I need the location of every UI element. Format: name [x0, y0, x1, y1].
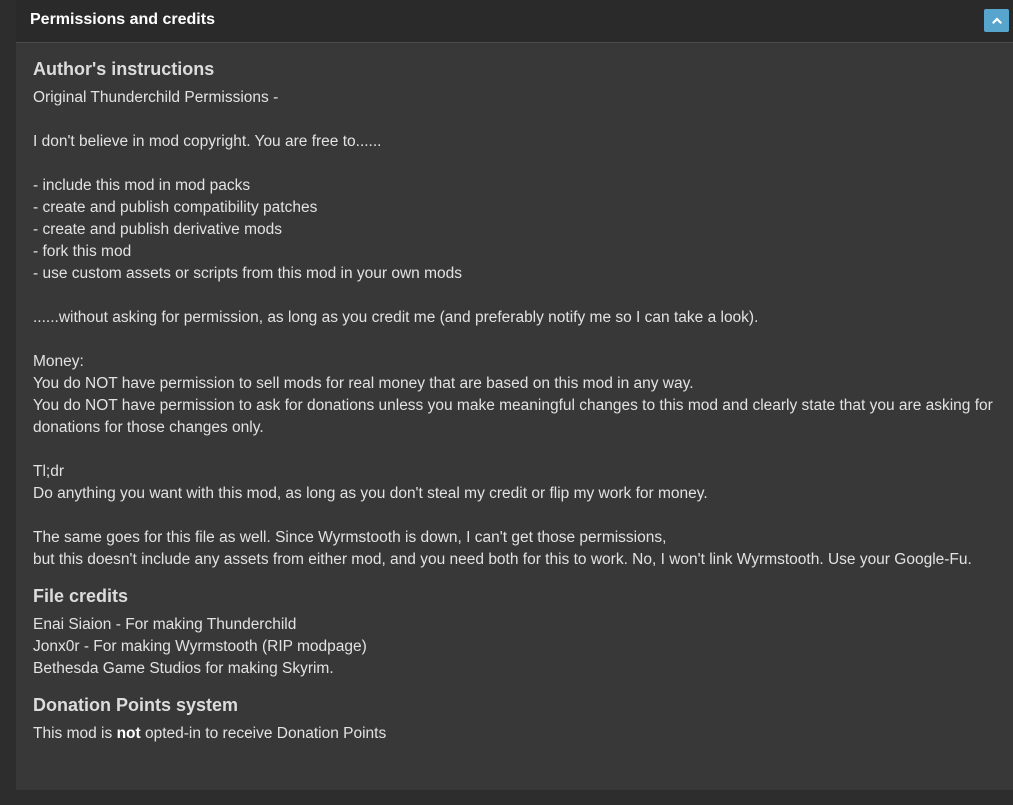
panel-title: Permissions and credits	[30, 11, 215, 28]
assets-note-line: but this doesn't include any assets from either mod, and you need both for this to work. No, I won't link Wyrmstooth. Use your Google-Fu.	[33, 551, 972, 568]
donation-points-status	[33, 723, 995, 745]
credit-line: Bethesda Game Studios for making Skyrim.	[33, 660, 334, 677]
credit-line: Enai Siaion - For making Thunderchild	[33, 616, 297, 633]
panel-header[interactable]	[16, 0, 1013, 43]
donation-text-bold: not	[116, 725, 141, 742]
money-rule-donations: You do NOT have permission to ask for donations unless you make meaningful changes to this mod and clearly state that you are asking for donations for those changes only.	[33, 397, 998, 436]
same-goes-line: The same goes for this file as well. Since Wyrmstooth is down, I can't get those permissions,	[33, 529, 667, 546]
spacer	[33, 285, 995, 307]
chevron-up-icon	[992, 17, 1002, 24]
permission-item: - create and publish compatibility patches	[33, 199, 318, 216]
donation-text-before: This mod is	[33, 725, 117, 742]
permission-item: - create and publish derivative mods	[33, 221, 282, 238]
permission-item: - include this mod in mod packs	[33, 177, 251, 194]
permission-item: - use custom assets or scripts from this mod in your own mods	[33, 265, 462, 282]
spacer	[33, 329, 995, 351]
spacer	[33, 505, 995, 527]
tldr-text: Do anything you want with this mod, as long as you don't steal my credit or flip my work for money.	[33, 485, 708, 502]
instructions-copyright: I don't believe in mod copyright. You are free to......	[33, 133, 382, 150]
panel-body	[33, 57, 998, 745]
permissions-panel	[16, 0, 1013, 790]
instructions-credit-note: ......without asking for permission, as long as you credit me (and preferably notify me so I can take a look).	[33, 309, 759, 326]
money-rule-sell: You do NOT have permission to sell mods for real money that are based on this mod in any way.	[33, 375, 694, 392]
money-label: Money:	[33, 353, 84, 370]
credit-line: Jonx0r - For making Wyrmstooth (RIP modpage)	[33, 638, 367, 655]
authors-instructions-heading: Author's instructions	[33, 59, 215, 79]
permission-item: - fork this mod	[33, 243, 132, 260]
tldr-label: Tl;dr	[33, 463, 64, 480]
collapse-button[interactable]	[984, 9, 1009, 32]
file-credits-heading: File credits	[33, 586, 129, 606]
donation-points-heading: Donation Points system	[33, 695, 239, 715]
spacer	[33, 153, 995, 175]
instructions-intro: Original Thunderchild Permissions -	[33, 89, 279, 106]
spacer	[33, 439, 995, 461]
spacer	[33, 109, 995, 131]
donation-text-after: opted-in to receive Donation Points	[140, 725, 387, 742]
